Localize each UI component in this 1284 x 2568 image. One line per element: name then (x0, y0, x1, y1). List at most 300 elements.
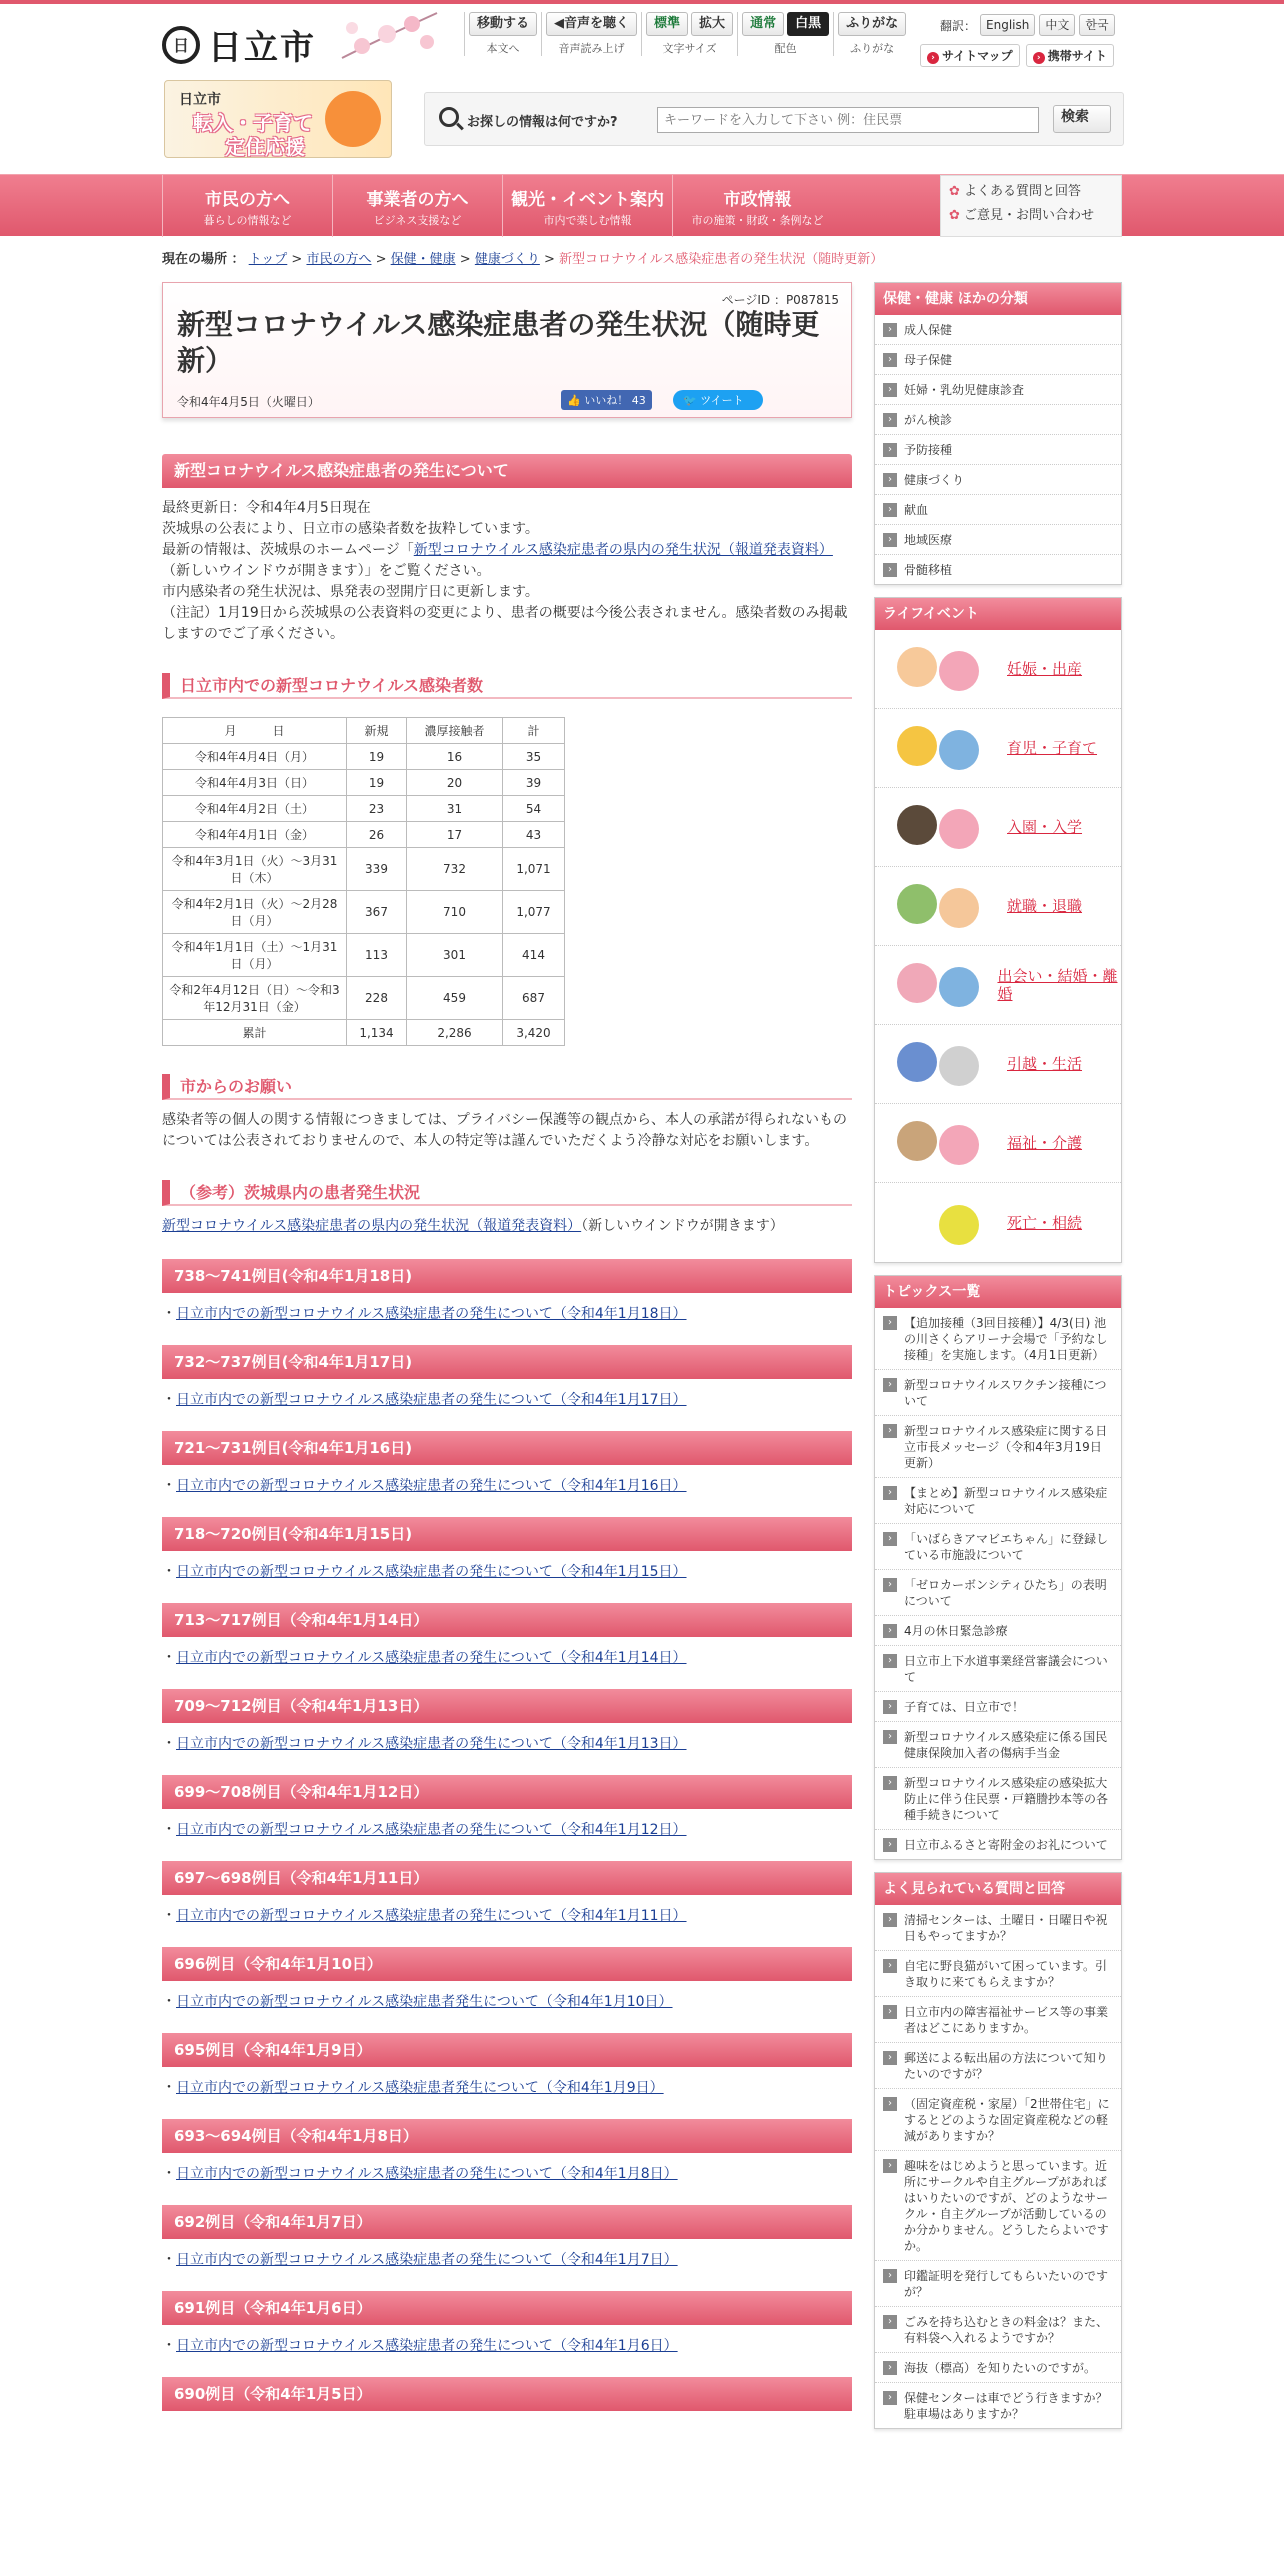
sidebar-item[interactable] (875, 1768, 1121, 1830)
body-text: 感染者等の個人の関する情報につきましては、プライバシー保護等の観点から、本人の承諾が得られないものについては公表されておりませんので、本人の特定等は謹んでいただくよう冷静な対応をお願いします。 (162, 1112, 848, 1149)
life-event-link[interactable]: 育児・子育て (1007, 739, 1098, 757)
sidebar (874, 282, 1122, 2441)
arrow-icon: › (883, 443, 897, 457)
arrow-icon: › (927, 52, 939, 64)
life-event-item[interactable] (875, 788, 1121, 867)
arrow-icon: › (883, 1730, 897, 1744)
site-search (424, 92, 1124, 146)
box-heading: よく見られている質問と回答 (875, 1873, 1121, 1905)
table-cell: 令和4年2月1日（火）～2月28日（月） (163, 891, 347, 934)
sidebar-item[interactable] (875, 1905, 1121, 1951)
table-cell: 26 (347, 822, 407, 848)
column-header: 月 日 (163, 718, 347, 744)
life-event-illustration-icon (883, 1111, 995, 1175)
city-emblem-icon: 日 (162, 26, 200, 64)
crumb-citizens[interactable]: 市民の方へ (306, 252, 372, 267)
banner-line3: 定住応援 (225, 135, 305, 158)
tweet-button[interactable] (673, 390, 763, 410)
sitemap-label: サイトマップ (942, 49, 1013, 63)
table-row (163, 770, 565, 796)
translation-label: 翻訳： (940, 18, 977, 33)
arrow-icon: › (883, 1959, 897, 1973)
gnav-citizens[interactable] (162, 175, 332, 237)
case-item (162, 2249, 852, 2269)
read-aloud-button[interactable] (546, 12, 637, 36)
case-list (162, 1259, 852, 2411)
arrow-icon: › (883, 533, 897, 547)
bullet-icon: ・ (162, 1478, 176, 1494)
sidebar-item-label: 海抜（標高）を知りたいのですが。 (904, 2361, 1097, 2375)
gnav-government[interactable] (672, 175, 842, 237)
sidebar-item[interactable] (875, 2307, 1121, 2353)
bullet-icon: ・ (162, 1650, 176, 1666)
case-item (162, 1905, 852, 1925)
search-button[interactable]: 検索 (1053, 105, 1111, 133)
life-event-item[interactable] (875, 1183, 1121, 1262)
site-header (162, 4, 1122, 172)
sidebar-item-label: ごみを持ち込むときの料金は？また、有料袋へ入れるようですか？ (904, 2315, 1109, 2345)
life-event-link[interactable]: 妊娠・出産 (1007, 660, 1083, 678)
site-links (920, 44, 1114, 67)
sidebar-item-label: がん検診 (904, 413, 953, 427)
table-cell: 令和4年4月3日（日） (163, 770, 347, 796)
contact-label: ご意見・お問い合わせ (964, 208, 1095, 223)
crumb-health-promotion[interactable]: 健康づくり (474, 252, 540, 267)
sidebar-item[interactable] (875, 495, 1121, 525)
faq-box (874, 1872, 1122, 2429)
case-report-link[interactable]: 日立市内での新型コロナウイルス感染症患者の発生について（令和4年1月12日） (176, 1822, 687, 1838)
font-large-button[interactable]: 拡大 (691, 12, 733, 36)
infection-count-table (162, 717, 565, 1046)
arrow-icon: › (883, 1913, 897, 1927)
sidebar-item[interactable] (875, 1370, 1121, 1416)
table-cell: 54 (503, 796, 565, 822)
arrow-icon: › (883, 1316, 897, 1330)
table-row (163, 822, 565, 848)
sidebar-item-label: 新型コロナウイルス感染症に関する日立市長メッセージ（令和4年3月19日更新） (904, 1424, 1108, 1470)
sidebar-item-label: 4月の休日緊急診療 (904, 1624, 1008, 1638)
case-heading: 713～717例目（令和4年1月14日） (162, 1603, 852, 1637)
gnav-quick-links (940, 175, 1122, 237)
table-cell: 459 (407, 977, 503, 1020)
sidebar-item[interactable] (875, 1951, 1121, 1997)
tool-sub-label: ふりがな (850, 42, 895, 55)
table-cell: 累計 (163, 1020, 347, 1046)
arrow-icon: › (883, 1378, 897, 1392)
box-heading: ライフイベント (875, 598, 1121, 630)
case-heading: 693～694例目（令和4年1月8日） (162, 2119, 852, 2153)
crumb-health[interactable]: 保健・健康 (390, 252, 456, 267)
section-body (162, 498, 852, 645)
column-header: 濃厚接触者 (407, 718, 503, 744)
twitter-icon: 🐦 (683, 394, 697, 407)
sidebar-item-label: 【追加接種（3回目接種）】4/3(日) 池の川さくらアリーナ会場で「予約なし接種」を実施します。（4月1日更新） (904, 1316, 1108, 1362)
sidebar-item[interactable] (875, 1570, 1121, 1616)
sidebar-item-label: 日立市内の障害福祉サービス等の事業者はどこにありますか。 (904, 2005, 1109, 2035)
table-cell: 19 (347, 770, 407, 796)
life-event-illustration-icon (883, 874, 995, 938)
bullet-icon: ・ (162, 2166, 176, 2182)
bullet-icon: ・ (162, 2252, 176, 2268)
case-report-link[interactable]: 日立市内での新型コロナウイルス感染症患者の発生について（令和4年1月15日） (176, 1564, 687, 1580)
table-cell: 令和4年4月1日（金） (163, 822, 347, 848)
search-input[interactable] (657, 107, 1039, 133)
sidebar-item-label: 献血 (904, 503, 929, 517)
lang-korean-button[interactable]: 한국 (1079, 14, 1114, 36)
life-event-illustration-icon (883, 716, 995, 780)
breadcrumb: 現在の場所 ： トップ > 市民の方へ > 保健・健康 > 健康づくり > 新型コロナウイルス感染症患者の発生状況（随時更新） (162, 252, 884, 267)
sidebar-item[interactable] (875, 2151, 1121, 2261)
table-row (163, 934, 565, 977)
column-header: 新規 (347, 718, 407, 744)
life-event-item[interactable] (875, 1104, 1121, 1183)
flower-bullet-icon: ✿ (949, 184, 960, 199)
sidebar-item[interactable] (875, 315, 1121, 345)
box-heading: 保健・健康 ほかの分類 (875, 283, 1121, 315)
bullet-icon: ・ (162, 1392, 176, 1408)
case-item (162, 2077, 852, 2097)
table-cell: 1,071 (503, 848, 565, 891)
table-cell: 20 (407, 770, 503, 796)
table-cell: 23 (347, 796, 407, 822)
table-cell: 339 (347, 848, 407, 891)
mobile-label: 携帯サイト (1047, 49, 1107, 63)
accessibility-tools (464, 12, 910, 56)
table-cell: 令和2年4月12日（日）～令和3年12月31日（金） (163, 977, 347, 1020)
sidebar-item-label: 母子保健 (904, 353, 953, 367)
prefecture-report-link[interactable]: 新型コロナウイルス感染症患者の県内の発生状況（報道発表資料） (162, 1218, 582, 1234)
skip-to-content-button[interactable]: 移動する (469, 12, 537, 36)
read-aloud-label: 音声を聴く (564, 16, 630, 31)
sidebar-item-label: 予防接種 (904, 443, 953, 457)
sidebar-item[interactable] (875, 1616, 1121, 1646)
tweet-label: ツイート (700, 394, 744, 407)
gnav-title: 事業者の方へ (366, 190, 469, 210)
logo-text: 日立市 (208, 28, 316, 68)
sidebar-item-label: 新型コロナウイルスワクチン接種について (904, 1378, 1107, 1408)
gnav-sub: ビジネス支援など (373, 214, 462, 227)
sidebar-item[interactable] (875, 555, 1121, 584)
sidebar-item[interactable] (875, 1692, 1121, 1722)
life-event-item[interactable] (875, 709, 1121, 788)
sidebar-item-label: 健康づくり (904, 473, 965, 487)
table-cell: 43 (503, 822, 565, 848)
life-event-box (874, 597, 1122, 1263)
page-title: 新型コロナウイルス感染症患者の発生状況（随時更新） (177, 308, 820, 377)
contact-link[interactable] (949, 204, 1113, 228)
table-cell: 31 (407, 796, 503, 822)
case-report-link[interactable]: 日立市内での新型コロナウイルス感染症患者の発生について（令和4年1月7日） (176, 2252, 678, 2268)
sidebar-item-label: 【まとめ】新型コロナウイルス感染症対応について (904, 1486, 1108, 1516)
table-row (163, 891, 565, 934)
sidebar-item[interactable] (875, 1722, 1121, 1768)
color-mono-button[interactable]: 白黒 (787, 12, 829, 36)
facebook-like-button[interactable] (561, 390, 652, 410)
case-heading: 697～698例目（令和4年1月11日） (162, 1861, 852, 1895)
section-heading: 日立市内での新型コロナウイルス感染者数 (162, 673, 852, 699)
tool-skip (464, 12, 541, 56)
arrow-icon: › (1033, 52, 1045, 64)
case-report-link[interactable]: 日立市内での新型コロナウイルス感染症患者発生について（令和4年1月9日） (176, 2080, 664, 2096)
tool-sub-label: 文字サイズ (662, 42, 717, 55)
crumb-top[interactable]: トップ (248, 252, 288, 267)
sidebar-item-label: 郵送による転出届の方法について知りたいのですが？ (904, 2051, 1108, 2081)
sidebar-item-label: 日立市上下水道事業経営審議会について (904, 1654, 1108, 1684)
sidebar-item[interactable] (875, 345, 1121, 375)
table-row (163, 1020, 565, 1046)
table-cell: 令和4年4月2日（土） (163, 796, 347, 822)
topics-box (874, 1275, 1122, 1860)
mascot-icon (325, 91, 381, 147)
section-heading: 市からのお願い (162, 1074, 852, 1100)
color-normal-button[interactable]: 通常 (742, 12, 784, 36)
text-fragment: （新しいウインドウが開きます） (581, 1218, 784, 1234)
case-report-link[interactable]: 日立市内での新型コロナウイルス感染症患者の発生について（令和4年1月11日） (176, 1908, 687, 1924)
cherry-blossom-icon (332, 8, 442, 70)
table-cell: 301 (407, 934, 503, 977)
tool-font-size (641, 12, 737, 56)
tool-sub-label: 音声読み上げ (558, 42, 625, 55)
sidebar-item[interactable] (875, 435, 1121, 465)
body-text (162, 1216, 852, 1237)
page-id: ページID ：P087815 (721, 293, 839, 307)
table-cell: 1,134 (347, 1020, 407, 1046)
sidebar-item-label: 保健センターは車でどう行きますか？駐車場はありますか？ (904, 2391, 1108, 2421)
sidebar-item[interactable] (875, 1478, 1121, 1524)
table-cell: 35 (503, 744, 565, 770)
relocation-support-banner[interactable] (164, 80, 392, 158)
table-cell: 令和4年3月1日（火）～3月31日（木） (163, 848, 347, 891)
sidebar-item[interactable] (875, 2383, 1121, 2428)
life-event-link[interactable]: 就職・退職 (1007, 897, 1083, 915)
speaker-icon: ◀ (554, 16, 565, 31)
table-cell: 令和4年1月1日（土）～1月31日（月） (163, 934, 347, 977)
case-heading: 721～731例目(令和4年1月16日) (162, 1431, 852, 1465)
sidebar-item[interactable] (875, 1524, 1121, 1570)
arrow-icon: › (883, 1424, 897, 1438)
prefecture-report-link[interactable]: 新型コロナウイルス感染症患者の県内の発生状況（報道発表資料） (413, 542, 833, 558)
arrow-icon: › (883, 2159, 897, 2173)
life-event-illustration-icon (883, 1191, 995, 1255)
life-event-link[interactable]: 福祉・介護 (1007, 1134, 1083, 1152)
arrow-icon: › (883, 1532, 897, 1546)
sidebar-item-label: 「ゼロカーボンシティひたち」の表明について (904, 1578, 1107, 1608)
bullet-icon: ・ (162, 1908, 176, 1924)
life-event-illustration-icon (883, 1032, 995, 1096)
sidebar-item-label: 趣味をはじめようと思っています。近所にサークルや自主グループがあればはいりたいのですが、どのようなサークル・自主グループが活動しているのか分かりません。どうしたらよいですか。 (904, 2159, 1109, 2253)
gnav-tourism[interactable] (502, 175, 672, 237)
table-cell: 228 (347, 977, 407, 1020)
life-event-item[interactable] (875, 1025, 1121, 1104)
gnav-sub: 市内で楽しむ情報 (543, 214, 632, 227)
faq-link[interactable] (949, 180, 1113, 204)
translation-menu (940, 14, 1115, 36)
table-row (163, 848, 565, 891)
arrow-icon: › (883, 2315, 897, 2329)
sidebar-item-label: 骨髄移植 (904, 563, 953, 577)
arrow-icon: › (883, 2097, 897, 2111)
sidebar-item[interactable] (875, 2043, 1121, 2089)
body-text (162, 540, 852, 582)
last-updated: 最終更新日：令和4年4月5日現在 (162, 500, 371, 516)
font-normal-button[interactable]: 標準 (646, 12, 688, 36)
sidebar-item-label: 新型コロナウイルス感染症の感染拡大防止に伴う住民票・戸籍謄抄本等の各種手続きについて (904, 1776, 1109, 1822)
text-fragment: 最新の情報は、茨城県のホームページ「 (162, 542, 414, 558)
case-heading: 738～741例目(令和4年1月18日) (162, 1259, 852, 1293)
table-cell: 39 (503, 770, 565, 796)
case-item (162, 1819, 852, 1839)
case-item (162, 1647, 852, 1667)
main-content (162, 282, 852, 2411)
case-report-link[interactable]: 日立市内での新型コロナウイルス感染症患者の発生について（令和4年1月14日） (176, 1650, 687, 1666)
arrow-icon: › (883, 1486, 897, 1500)
column-header: 計 (503, 718, 565, 744)
arrow-icon: › (883, 1776, 897, 1790)
tool-voice (541, 12, 641, 56)
furigana-button[interactable]: ふりがな (838, 12, 906, 36)
table-cell: 414 (503, 934, 565, 977)
bullet-icon: ・ (162, 2080, 176, 2096)
sidebar-item[interactable] (875, 2353, 1121, 2383)
arrow-icon: › (883, 2361, 897, 2375)
life-event-link[interactable]: 死亡・相続 (1007, 1213, 1083, 1232)
case-report-link[interactable]: 日立市内での新型コロナウイルス感染症患者の発生について（令和4年1月16日） (176, 1478, 687, 1494)
arrow-icon: › (883, 2391, 897, 2405)
sidebar-item[interactable] (875, 525, 1121, 555)
sidebar-item[interactable] (875, 1997, 1121, 2043)
case-item (162, 1561, 852, 1581)
site-logo[interactable] (162, 20, 316, 69)
banner-line1: 日立市 (179, 92, 221, 108)
life-event-link[interactable]: 入園・入学 (1007, 818, 1083, 836)
arrow-icon: › (883, 2051, 897, 2065)
case-item (162, 2335, 852, 2355)
arrow-icon: › (883, 473, 897, 487)
case-report-link[interactable]: 日立市内での新型コロナウイルス感染症患者の発生について（令和4年1月6日） (176, 2338, 678, 2354)
bullet-icon: ・ (162, 1994, 176, 2010)
sitemap-link[interactable] (920, 44, 1020, 67)
case-heading: 699～708例目（令和4年1月12日） (162, 1775, 852, 1809)
arrow-icon: › (883, 1578, 897, 1592)
arrow-icon: › (883, 1700, 897, 1714)
arrow-icon: › (883, 2005, 897, 2019)
sidebar-item-label: 妊婦・乳幼児健康診査 (904, 383, 1025, 397)
table-cell: 1,077 (503, 891, 565, 934)
arrow-icon: › (883, 1624, 897, 1638)
table-cell: 17 (407, 822, 503, 848)
faq-label: よくある質問と回答 (964, 184, 1082, 199)
bullet-icon: ・ (162, 1736, 176, 1752)
bullet-icon: ・ (162, 1564, 176, 1580)
sidebar-item[interactable] (875, 2089, 1121, 2151)
breadcrumb-label: 現在の場所 ： (162, 252, 245, 267)
table-row (163, 796, 565, 822)
sidebar-item[interactable] (875, 405, 1121, 435)
global-nav (0, 174, 1284, 236)
table-cell: 令和4年4月4日（月） (163, 744, 347, 770)
case-heading: 732～737例目(令和4年1月17日) (162, 1345, 852, 1379)
arrow-icon: › (883, 2269, 897, 2283)
case-report-link[interactable]: 日立市内での新型コロナウイルス感染症患者の発生について（令和4年1月13日） (176, 1736, 687, 1752)
table-cell: 2,286 (407, 1020, 503, 1046)
arrow-icon: › (883, 1838, 897, 1852)
gnav-title: 市政情報 (723, 190, 792, 210)
case-heading: 692例目（令和4年1月7日） (162, 2205, 852, 2239)
body-text: 茨城県の公表により、日立市の感染者数を抜粋しています。 (162, 521, 539, 537)
sidebar-item-label: 成人保健 (904, 323, 953, 337)
table-cell: 16 (407, 744, 503, 770)
case-item (162, 1389, 852, 1409)
life-event-item[interactable] (875, 630, 1121, 709)
case-heading: 718～720例目(令和4年1月15日) (162, 1517, 852, 1551)
lang-english-button[interactable]: English (980, 14, 1035, 36)
bullet-icon: ・ (162, 1822, 176, 1838)
table-cell: 113 (347, 934, 407, 977)
table-cell: 710 (407, 891, 503, 934)
sidebar-item[interactable] (875, 1646, 1121, 1692)
life-event-illustration-icon (883, 795, 995, 859)
body-text: 市内感染者の発生状況は、県発表の翌開庁日に更新します。 (162, 584, 539, 600)
case-heading: 709～712例目（令和4年1月13日） (162, 1689, 852, 1723)
sidebar-item-label: 新型コロナウイルス感染症に係る国民健康保険加入者の傷病手当金 (904, 1730, 1108, 1760)
case-item (162, 1991, 852, 2011)
life-event-item[interactable] (875, 946, 1121, 1025)
arrow-icon: › (883, 353, 897, 367)
gnav-title: 市民の方へ (205, 190, 290, 210)
case-report-link[interactable]: 日立市内での新型コロナウイルス感染症患者の発生について（令和4年1月8日） (176, 2166, 678, 2182)
life-event-illustration-icon (883, 953, 985, 1017)
search-icon (439, 107, 459, 127)
sidebar-item-label: 子育ては、日立市で！ (904, 1700, 1025, 1714)
gnav-business[interactable] (332, 175, 502, 237)
sidebar-item[interactable] (875, 1416, 1121, 1478)
case-item (162, 1475, 852, 1495)
thumbs-up-icon: 👍 (567, 394, 581, 407)
life-event-link[interactable]: 引越・生活 (1007, 1055, 1083, 1073)
sidebar-item-label: 「いばらきアマビエちゃん」に登録している市施設について (904, 1532, 1109, 1562)
sidebar-item[interactable] (875, 375, 1121, 405)
mobile-site-link[interactable] (1026, 44, 1114, 67)
life-event-item[interactable] (875, 867, 1121, 946)
case-report-link[interactable]: 日立市内での新型コロナウイルス感染症患者発生について（令和4年1月10日） (176, 1994, 673, 2010)
lang-chinese-button[interactable]: 中文 (1039, 14, 1075, 36)
banner-line2: 転入・子育て (193, 111, 313, 135)
arrow-icon: › (883, 323, 897, 337)
sidebar-item[interactable] (875, 1308, 1121, 1370)
sidebar-item[interactable] (875, 1830, 1121, 1859)
sidebar-item-label: 清掃センターは、土曜日・日曜日や祝日もやってますか？ (904, 1913, 1108, 1943)
life-event-link[interactable]: 出会い・結婚・離婚 (997, 967, 1118, 1003)
flower-bullet-icon: ✿ (949, 208, 960, 223)
section-heading: 新型コロナウイルス感染症患者の発生について (162, 454, 852, 488)
section-heading: （参考）茨城県内の患者発生状況 (162, 1180, 852, 1206)
case-report-link[interactable]: 日立市内での新型コロナウイルス感染症患者の発生について（令和4年1月18日） (176, 1306, 687, 1322)
table-cell: 19 (347, 744, 407, 770)
arrow-icon: › (883, 1654, 897, 1668)
category-box (874, 282, 1122, 585)
table-cell: 367 (347, 891, 407, 934)
bullet-icon: ・ (162, 2338, 176, 2354)
sidebar-item[interactable] (875, 465, 1121, 495)
case-report-link[interactable]: 日立市内での新型コロナウイルス感染症患者の発生について（令和4年1月17日） (176, 1392, 687, 1408)
like-label: いいね！ 43 (584, 394, 646, 407)
table-row (163, 977, 565, 1020)
sidebar-item[interactable] (875, 2261, 1121, 2307)
case-item (162, 2163, 852, 2183)
case-item (162, 1733, 852, 1753)
life-event-illustration-icon (883, 637, 995, 701)
gnav-sub: 市の施策・財政・条例など (691, 214, 824, 227)
